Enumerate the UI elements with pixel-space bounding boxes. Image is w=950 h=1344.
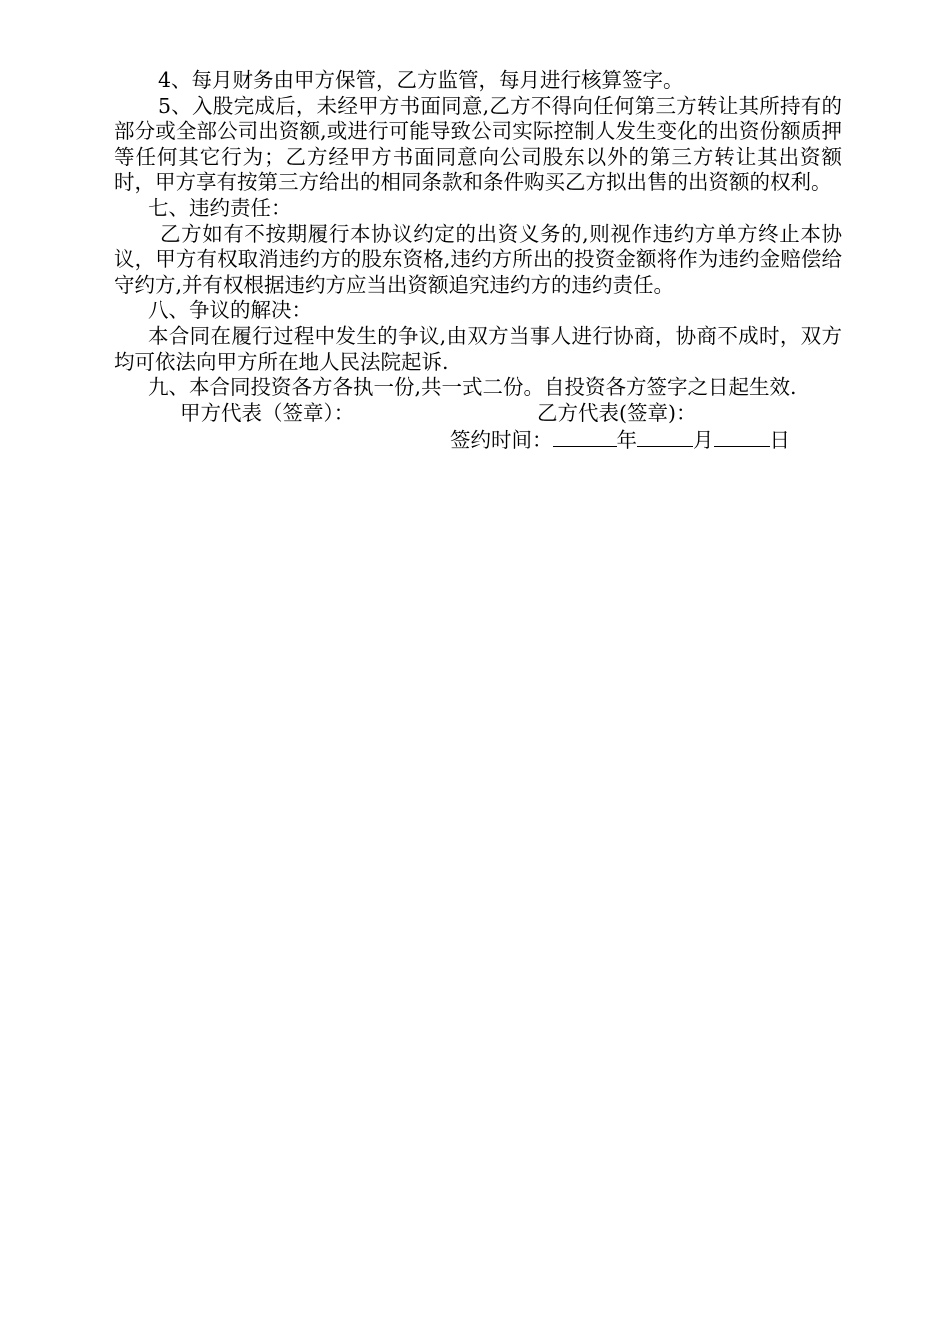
section-8-text: 本合同在履行过程中发生的争议,由双方当事人进行协商，协商不成时，双方均可依法向甲方所在地人民法院起诉. (114, 323, 842, 374)
signing-date (450, 426, 790, 454)
section-7-heading: 七、违约责任： (148, 195, 292, 220)
clause-4: 4、每月财务由甲方保管，乙方监管，每月进行核算签字。 (158, 68, 684, 92)
signing-date-label: 签约时间： (450, 428, 553, 453)
party-a-signature-label: 甲方代表（签章）： (180, 400, 355, 425)
year-label: 年 (616, 428, 637, 453)
contract-body (114, 68, 842, 452)
signature-row (114, 401, 842, 427)
party-b-signature-label: 乙方代表(签章)： (537, 400, 697, 425)
clause-5: 5、入股完成后，未经甲方书面同意,乙方不得向任何第三方转让其所持有的部分或全部公司出资额,或进行可能导致公司实际控制人发生变化的出资份额质押等任何其它行为；乙方经甲方书面同意向公司股东以外的第三方转让其出资额时，甲方享有按第三方给出的相同条款和条件购买乙方拟出售的出资额的权利。 (114, 93, 842, 195)
month-label: 月 (693, 428, 714, 453)
day-label: 日 (769, 428, 790, 453)
section-9-text: 九、本合同投资各方各执一份,共一式二份。自投资各方签字之日起生效. (148, 375, 797, 400)
month-blank (637, 426, 693, 447)
section-8-heading: 八、争议的解决： (148, 298, 312, 323)
section-7-text: 乙方如有不按期履行本协议约定的出资义务的,则视作违约方单方终止本协议，甲方有权取消违约方的股东资格,违约方所出的投资金额将作为违约金赔偿给守约方,并有权根据违约方应当出资额追究违约方的违约责任。 (114, 221, 842, 297)
signing-date-row (114, 426, 842, 452)
year-blank (553, 426, 617, 447)
day-blank (714, 426, 770, 447)
